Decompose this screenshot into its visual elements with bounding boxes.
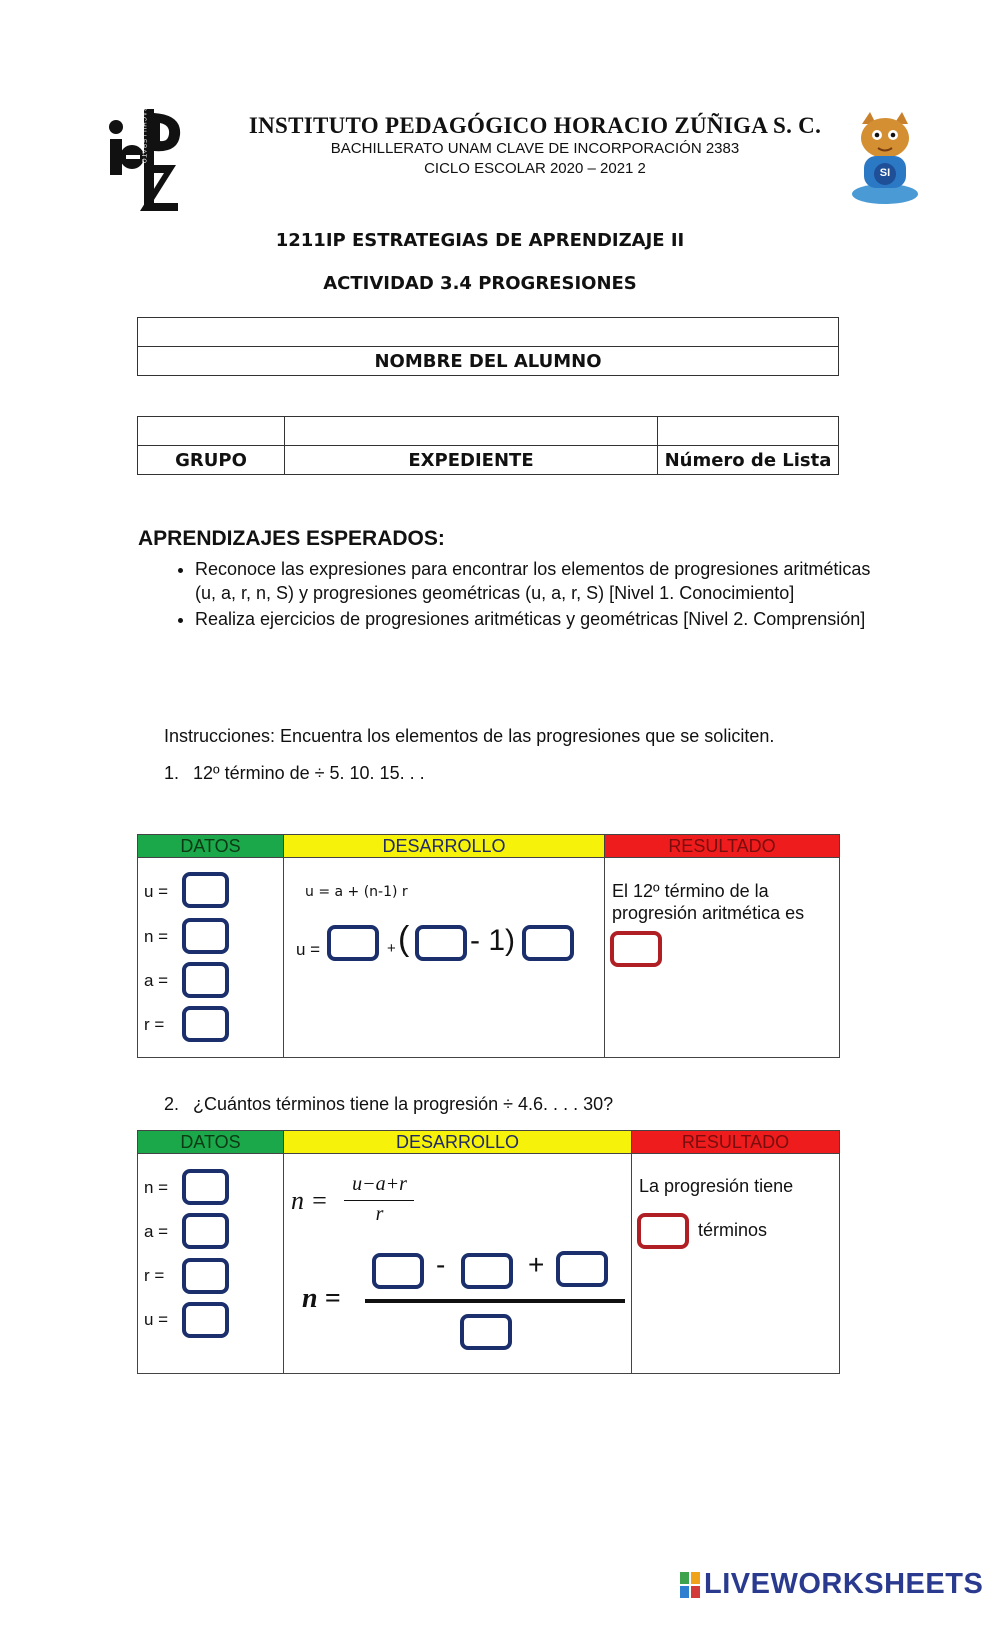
q2-frac-den: r <box>375 1203 384 1225</box>
q2-fraction-bar <box>365 1299 625 1303</box>
q2-label-a: a = <box>144 1222 169 1241</box>
q2-number: 2. <box>164 1094 180 1114</box>
q2-plus: + <box>528 1249 545 1280</box>
q2-label-n: n = <box>144 1178 169 1197</box>
q2-minus: - <box>436 1249 446 1280</box>
q1-head-datos: DATOS <box>138 835 283 857</box>
q2-result-line1: La progresión tiene <box>639 1176 794 1196</box>
course-title: 1211IP ESTRATEGIAS DE APRENDIZAJE II <box>275 230 685 251</box>
q2-input-u[interactable] <box>182 1302 229 1338</box>
institute-name: INSTITUTO PEDAGÓGICO HORACIO ZÚÑIGA S. C. <box>248 113 822 138</box>
q2-head-desarrollo: DESARROLLO <box>284 1131 631 1153</box>
header-line-2: BACHILLERATO UNAM CLAVE DE INCORPORACIÓN 2383 <box>330 140 740 157</box>
q2-result-input[interactable] <box>637 1213 689 1249</box>
liveworksheets-logo-icon <box>680 1572 700 1598</box>
q1-result-input[interactable] <box>610 931 662 967</box>
instructions: Instrucciones: Encuentra los elementos de las progresiones que se soliciten. <box>164 726 775 746</box>
q2-input-a-num[interactable] <box>461 1253 513 1289</box>
logo-side-text: BACHILLERATO <box>140 107 146 165</box>
student-name-table <box>137 317 839 376</box>
q1-head-desarrollo: DESARROLLO <box>284 835 604 857</box>
q2-input-u-num[interactable] <box>372 1253 424 1289</box>
header-line-3: CICLO ESCOLAR 2020 – 2021 2 <box>424 160 646 177</box>
group-field[interactable] <box>138 417 285 446</box>
mascot-image <box>848 108 923 208</box>
q1-input-r[interactable] <box>182 1006 229 1042</box>
school-logo <box>104 105 184 215</box>
list-number-field[interactable] <box>658 417 839 446</box>
q1-head-resultado: RESULTADO <box>605 835 839 857</box>
q1-formula: u = a + (n-1) r <box>305 884 408 900</box>
q1-input-dev-n[interactable] <box>415 925 467 961</box>
student-name-label: NOMBRE DEL ALUMNO <box>138 347 839 376</box>
q2-n-eq2: n = <box>302 1283 341 1314</box>
q1-u-eq: u = <box>296 940 321 959</box>
activity-title: ACTIVIDAD 3.4 PROGRESIONES <box>323 273 637 294</box>
q1-label-a: a = <box>144 971 169 990</box>
q1-minus-one: - 1) <box>470 924 515 957</box>
group-label: GRUPO <box>138 446 285 475</box>
q1-text: 12º término de ÷ 5. 10. 15. . . <box>193 763 425 783</box>
learning-list <box>160 557 895 633</box>
q1-plus: + <box>387 940 396 957</box>
q1-input-n[interactable] <box>182 918 229 954</box>
q2-label-u: u = <box>144 1310 169 1329</box>
q1-number: 1. <box>164 763 180 783</box>
q2-text: ¿Cuántos términos tiene la progresión ÷ 4.6. . . . 30? <box>193 1094 614 1114</box>
student-name-field[interactable] <box>138 318 839 347</box>
q2-input-a[interactable] <box>182 1213 229 1249</box>
q1-open-paren: ( <box>398 920 410 958</box>
list-number-label: Número de Lista <box>658 446 839 475</box>
learning-title: APRENDIZAJES ESPERADOS: <box>138 527 445 550</box>
q2-label-r: r = <box>144 1266 165 1285</box>
record-label: EXPEDIENTE <box>285 446 658 475</box>
q2-input-r[interactable] <box>182 1258 229 1294</box>
learning-item: • Realiza ejercicios de progresiones aritméticas y geométricas [Nivel 2. Comprensión] <box>195 607 895 631</box>
q2-frac-num: u−a+r <box>352 1173 407 1195</box>
liveworksheets-brand: LIVEWORKSHEETS <box>704 1568 984 1600</box>
q2-n-eq: n = <box>291 1186 329 1215</box>
q1-input-dev-a[interactable] <box>327 925 379 961</box>
mascot-badge: SI <box>879 167 891 179</box>
q1-label-r: r = <box>144 1015 165 1034</box>
q2-head-datos: DATOS <box>138 1131 283 1153</box>
q1-result-text: El 12º término de la progresión aritmética es <box>612 881 805 923</box>
q1-input-u[interactable] <box>182 872 229 908</box>
record-field[interactable] <box>285 417 658 446</box>
q1-label-u: u = <box>144 882 169 901</box>
q2-input-r-den[interactable] <box>460 1314 512 1350</box>
q2-input-r-num[interactable] <box>556 1251 608 1287</box>
q1-label-n: n = <box>144 927 169 946</box>
group-table <box>137 416 839 475</box>
q1-input-dev-r[interactable] <box>522 925 574 961</box>
learning-item: • Reconoce las expresiones para encontrar los elementos de progresiones aritméticas (u, a, r, n, S) y progresiones geométricas (u, a, r, S) [Nivel 1. Conocimiento] <box>195 557 895 605</box>
q2-input-n[interactable] <box>182 1169 229 1205</box>
q2-result-line2: términos <box>698 1220 768 1240</box>
q2-head-resultado: RESULTADO <box>632 1131 839 1153</box>
q1-input-a[interactable] <box>182 962 229 998</box>
